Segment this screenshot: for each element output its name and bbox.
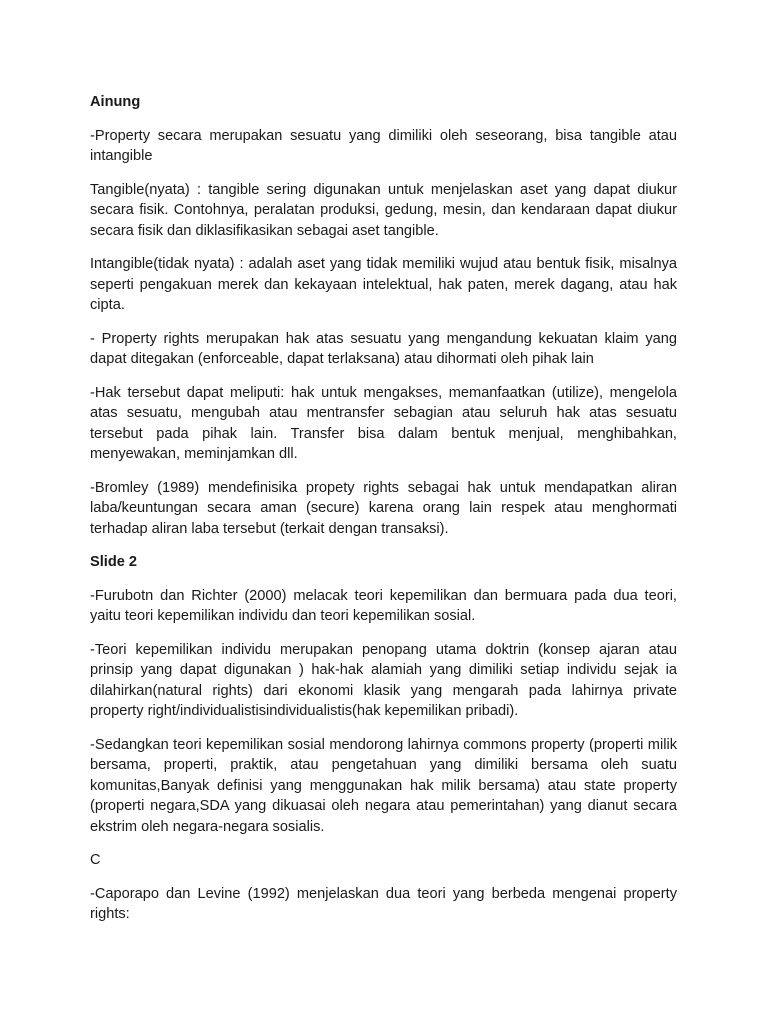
document-page [90,92,677,938]
paragraph-property-rights: - Property rights merupakan hak atas sesuatu yang mengandung kekuatan klaim yang dapat ditegakan (enforceable, dapat terlaksana) atau dihormati oleh pihak lain [90,330,677,367]
paragraph-c: C [90,852,101,868]
paragraph-individual-ownership: -Teori kepemilikan individu merupakan penopang utama doktrin (konsep ajaran atau prinsip yang dapat digunakan ) hak-hak alamiah yang dimiliki setiap individu sejak ia dilahirkan(natural rights) dari ekonomi klasik yang mengarah pada lahirnya private property right/individualistisindividualistis(hak kepemilikan pribadi). [90,641,677,719]
paragraph-caporapo-levine: -Caporapo dan Levine (1992) menjelaskan dua teori yang berbeda mengenai property rights: [90,885,677,922]
paragraph-bromley: -Bromley (1989) mendefinisika propety rights sebagai hak untuk mendapatkan aliran laba/keuntungan secara aman (secure) karena orang lain respek atau menghormati terhadap aliran laba tersebut (terkait dengan transaksi). [90,479,677,537]
paragraph-property-definition: -Property secara merupakan sesuatu yang dimiliki oleh seseorang, bisa tangible atau intangible [90,127,677,164]
paragraph-tangible: Tangible(nyata) : tangible sering digunakan untuk menjelaskan aset yang dapat diukur secara fisik. Contohnya, peralatan produksi, gedung, mesin, dan kendaraan dapat diukur secara fisik dan diklasifikasikan sebagai aset tangible. [90,181,677,239]
paragraph-furubotn-richter: -Furubotn dan Richter (2000) melacak teori kepemilikan dan bermuara pada dua teori, yaitu teori kepemilikan individu dan teori kepemilikan sosial. [90,587,677,624]
paragraph-social-ownership: -Sedangkan teori kepemilikan sosial mendorong lahirnya commons property (properti milik bersama, properti, praktik, atau pengetahuan yang dimiliki bersama oleh suatu komunitas,Banyak definisi yang menggunakan hak milik bersama) atau state property (properti negara,SDA yang dikuasai oleh negara atau pemerintahan) yang dianut secara ekstrim oleh negara-negara sosialis. [90,736,677,835]
section-heading-ainung: Ainung [90,94,141,110]
paragraph-intangible: Intangible(tidak nyata) : adalah aset yang tidak memiliki wujud atau bentuk fisik, misalnya seperti pengakuan merek dan kekayaan intelektual, hak paten, merek dagang, atau hak cipta. [90,256,677,313]
section-heading-slide-2: Slide 2 [90,554,138,570]
paragraph-rights-scope: -Hak tersebut dapat meliputi: hak untuk mengakses, memanfaatkan (utilize), mengelola atas sesuatu, mengubah atau mentransfer sebagian atau seluruh hak atas sesuatu tersebut pada pihak lain. Transfer bisa dalam bentuk menjual, menghibahkan, menyewakan, meminjamkan dll. [90,384,677,462]
